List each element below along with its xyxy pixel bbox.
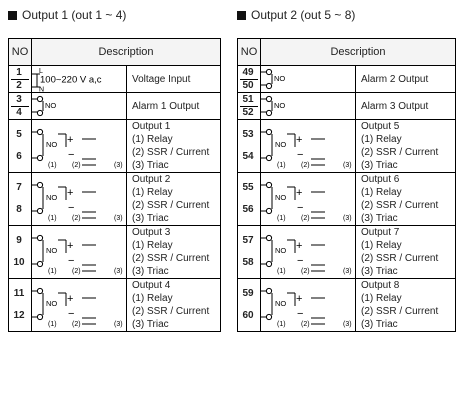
description-title: Output 3 [132, 227, 171, 238]
terminal-row [238, 173, 456, 226]
option-1-label: (1) [277, 321, 286, 328]
heading-output-1-text: Output 1 (out 1 ~ 4) [22, 8, 127, 22]
description-title: Output 6 [361, 174, 400, 185]
description-cell [127, 226, 221, 279]
description-option: (3) Triac [132, 160, 169, 171]
description-option: (1) Relay [361, 240, 402, 251]
description-title: Output 7 [361, 227, 400, 238]
plus-sign: + [296, 293, 303, 305]
description-cell [127, 93, 221, 120]
wiring-symbol-cell [32, 226, 127, 279]
description-cell [127, 173, 221, 226]
pin-number-top: 55 [242, 182, 254, 193]
terminal-circle-icon [266, 129, 271, 134]
column-header-description: Description [261, 39, 456, 66]
column-header-description: Description [32, 39, 221, 66]
wiring-symbol [261, 93, 356, 119]
pin-number-box [238, 120, 260, 172]
pin-number-cell [9, 226, 32, 279]
pin-number-cell [238, 120, 261, 173]
contact-type-label: NO [46, 246, 58, 255]
terminal-circle-icon [37, 314, 42, 319]
description-option: (3) Triac [361, 213, 398, 224]
terminal-circle-icon [37, 155, 42, 160]
terminal-circle-icon [266, 69, 271, 74]
pin-number-top: 5 [16, 129, 22, 140]
pin-number-top: 49 [242, 67, 254, 78]
terminal-row [238, 279, 456, 332]
square-bullet-icon [237, 11, 246, 20]
terminal-circle-icon [37, 288, 42, 293]
pin-number-box [238, 226, 260, 278]
pin-number-bottom: 4 [16, 107, 22, 118]
wiring-symbol [261, 173, 356, 225]
pin-number-box [9, 279, 31, 331]
wiring-symbol-cell [261, 66, 356, 93]
description-cell [356, 279, 456, 332]
terminal-circle-icon [266, 83, 271, 88]
pin-number-cell [238, 226, 261, 279]
pin-number-bottom: 52 [242, 107, 254, 118]
description-cell [127, 279, 221, 332]
option-2-label: (2) [72, 162, 81, 169]
description-option: (1) Relay [132, 134, 173, 145]
pin-number-bottom: 10 [13, 257, 25, 268]
description-option: (2) SSR / Current [132, 200, 210, 211]
pin-number-top: 1 [16, 67, 22, 78]
description-option: (3) Triac [361, 319, 398, 330]
option-1-label: (1) [48, 215, 57, 222]
option-3-label: (3) [114, 268, 123, 275]
plus-sign: + [296, 240, 303, 252]
contact-type-label: NO [275, 246, 287, 255]
pin-number-bottom: 8 [16, 204, 22, 215]
description-option: (2) SSR / Current [361, 253, 439, 264]
description-title: Output 8 [361, 280, 400, 291]
description-option: (1) Relay [361, 187, 402, 198]
column-header-no: NO [238, 39, 261, 66]
wiring-symbol [261, 279, 356, 331]
description-cell [127, 66, 221, 93]
description-cell [356, 173, 456, 226]
plus-sign: + [67, 293, 74, 305]
minus-sign: − [68, 149, 75, 161]
terminal-circle-icon [266, 182, 271, 187]
minus-sign: − [68, 308, 75, 320]
heading-output-2 [237, 8, 355, 22]
option-3-label: (3) [343, 321, 352, 328]
pin-number-cell [238, 66, 261, 93]
pin-number-cell [238, 279, 261, 332]
option-3-label: (3) [343, 162, 352, 169]
terminal-row [9, 120, 221, 173]
terminal-row [238, 93, 456, 120]
wiring-symbol-cell [261, 226, 356, 279]
description-cell [356, 226, 456, 279]
description-cell [356, 93, 456, 120]
minus-sign: − [297, 149, 304, 161]
description-title: Alarm 3 Output [361, 100, 429, 112]
plus-sign: + [67, 187, 74, 199]
output-2-table [237, 38, 456, 332]
option-2-label: (2) [72, 268, 81, 275]
pin-number-box [238, 93, 260, 119]
option-3-label: (3) [343, 215, 352, 222]
pin-number-top: 11 [13, 288, 25, 299]
option-3-label: (3) [343, 268, 352, 275]
pin-number-bottom: 50 [242, 80, 254, 91]
contact-type-label: NO [275, 299, 287, 308]
contact-type-label: NO [275, 140, 287, 149]
wiring-symbol [32, 279, 127, 331]
description-title: Output 5 [361, 121, 400, 132]
terminal-circle-icon [37, 110, 42, 115]
wiring-symbol [32, 66, 127, 92]
description-title: Alarm 2 Output [361, 73, 429, 85]
option-2-label: (2) [301, 215, 310, 222]
terminal-circle-icon [37, 208, 42, 213]
wiring-symbol [32, 93, 127, 119]
wiring-symbol-cell [32, 279, 127, 332]
description-option: (2) SSR / Current [361, 306, 439, 317]
wiring-symbol-cell [261, 173, 356, 226]
description-option: (1) Relay [132, 293, 173, 304]
option-1-label: (1) [48, 162, 57, 169]
description-option: (2) SSR / Current [132, 306, 210, 317]
option-1-label: (1) [277, 268, 286, 275]
neutral-mark: N [39, 86, 45, 93]
description-option: (1) Relay [361, 293, 402, 304]
terminal-circle-icon [37, 182, 42, 187]
wiring-symbol-cell [32, 66, 127, 93]
wiring-symbol [261, 120, 356, 172]
minus-sign: − [68, 202, 75, 214]
pin-number-bottom: 54 [242, 151, 254, 162]
pin-number-bottom: 12 [13, 310, 25, 321]
option-3-label: (3) [114, 215, 123, 222]
option-1-label: (1) [48, 321, 57, 328]
description-title: Output 1 [132, 121, 171, 132]
column-header-no: NO [9, 39, 32, 66]
plus-sign: + [296, 134, 303, 146]
pin-number-box [9, 93, 31, 119]
terminal-row [9, 226, 221, 279]
option-2-label: (2) [301, 268, 310, 275]
terminal-circle-icon [266, 208, 271, 213]
option-2-label: (2) [301, 321, 310, 328]
terminal-circle-icon [37, 261, 42, 266]
wiring-symbol [32, 120, 127, 172]
option-2-label: (2) [301, 162, 310, 169]
wiring-symbol-cell [32, 120, 127, 173]
pin-number-bottom: 60 [242, 310, 254, 321]
live-mark: L [39, 68, 43, 75]
wiring-symbol-cell [32, 173, 127, 226]
option-3-label: (3) [114, 162, 123, 169]
terminal-row [9, 279, 221, 332]
contact-type-label: NO [46, 140, 58, 149]
description-cell [356, 66, 456, 93]
option-2-label: (2) [72, 321, 81, 328]
wiring-symbol-cell [261, 120, 356, 173]
contact-type-label: NO [46, 193, 58, 202]
contact-type-label: NO [45, 101, 57, 110]
pin-number-cell [9, 66, 32, 93]
pin-number-cell [9, 173, 32, 226]
pin-number-box [9, 226, 31, 278]
pin-number-top: 59 [242, 288, 254, 299]
terminal-row [238, 66, 456, 93]
wiring-symbol-cell [32, 93, 127, 120]
terminal-row [238, 120, 456, 173]
terminal-circle-icon [266, 261, 271, 266]
plus-sign: + [67, 240, 74, 252]
description-option: (3) Triac [132, 319, 169, 330]
pin-number-cell [238, 173, 261, 226]
option-1-label: (1) [277, 162, 286, 169]
contact-type-label: NO [275, 193, 287, 202]
pin-number-top: 9 [16, 235, 22, 246]
pin-number-bottom: 56 [242, 204, 254, 215]
option-1-label: (1) [277, 215, 286, 222]
terminal-circle-icon [37, 96, 42, 101]
pin-number-box [238, 66, 260, 92]
description-title: Voltage Input [132, 73, 191, 85]
pin-number-cell [238, 93, 261, 120]
option-3-label: (3) [114, 321, 123, 328]
minus-sign: − [297, 255, 304, 267]
description-option: (3) Triac [361, 160, 398, 171]
description-cell [356, 120, 456, 173]
terminal-row [9, 93, 221, 120]
contact-type-label: NO [46, 299, 58, 308]
voltage-range-label: 100~220 V a,c [40, 74, 102, 86]
pin-number-box [238, 279, 260, 331]
description-option: (1) Relay [132, 187, 173, 198]
pin-number-cell [9, 120, 32, 173]
pin-number-bottom: 6 [16, 151, 22, 162]
pin-number-box [9, 173, 31, 225]
description-option: (2) SSR / Current [361, 147, 439, 158]
terminal-circle-icon [266, 110, 271, 115]
terminal-row [9, 173, 221, 226]
pin-number-box [9, 66, 31, 92]
pin-number-bottom: 2 [16, 80, 22, 91]
description-option: (3) Triac [361, 266, 398, 277]
wiring-symbol [32, 173, 127, 225]
heading-output-1 [8, 8, 126, 22]
pin-number-bottom: 58 [242, 257, 254, 268]
terminal-circle-icon [266, 96, 271, 101]
pin-number-cell [9, 279, 32, 332]
terminal-circle-icon [37, 235, 42, 240]
pin-number-box [238, 173, 260, 225]
minus-sign: − [297, 308, 304, 320]
minus-sign: − [68, 255, 75, 267]
pin-number-top: 3 [16, 94, 22, 105]
terminal-circle-icon [266, 314, 271, 319]
description-option: (1) Relay [361, 134, 402, 145]
output-1-table [8, 38, 221, 332]
pin-number-box [9, 120, 31, 172]
terminal-row [9, 66, 221, 93]
terminal-circle-icon [266, 155, 271, 160]
terminal-circle-icon [37, 129, 42, 134]
wiring-symbol-cell [261, 279, 356, 332]
description-option: (2) SSR / Current [361, 200, 439, 211]
option-1-label: (1) [48, 268, 57, 275]
wiring-symbol [261, 66, 356, 92]
plus-sign: + [296, 187, 303, 199]
wiring-symbol [261, 226, 356, 278]
description-option: (2) SSR / Current [132, 253, 210, 264]
terminal-circle-icon [266, 288, 271, 293]
pin-number-top: 53 [242, 129, 254, 140]
pin-number-top: 51 [242, 94, 254, 105]
terminal-circle-icon [266, 235, 271, 240]
pin-number-top: 7 [16, 182, 22, 193]
heading-output-2-text: Output 2 (out 5 ~ 8) [251, 8, 356, 22]
terminal-row [238, 226, 456, 279]
option-2-label: (2) [72, 215, 81, 222]
description-cell [127, 120, 221, 173]
minus-sign: − [297, 202, 304, 214]
description-title: Alarm 1 Output [132, 100, 200, 112]
square-bullet-icon [8, 11, 17, 20]
pin-number-cell [9, 93, 32, 120]
description-option: (3) Triac [132, 213, 169, 224]
wiring-symbol-cell [261, 93, 356, 120]
description-option: (3) Triac [132, 266, 169, 277]
plus-sign: + [67, 134, 74, 146]
wiring-symbol [32, 226, 127, 278]
description-title: Output 4 [132, 280, 171, 291]
description-option: (1) Relay [132, 240, 173, 251]
pin-number-top: 57 [242, 235, 254, 246]
description-option: (2) SSR / Current [132, 147, 210, 158]
description-title: Output 2 [132, 174, 171, 185]
contact-type-label: NO [274, 101, 286, 110]
contact-type-label: NO [274, 74, 286, 83]
